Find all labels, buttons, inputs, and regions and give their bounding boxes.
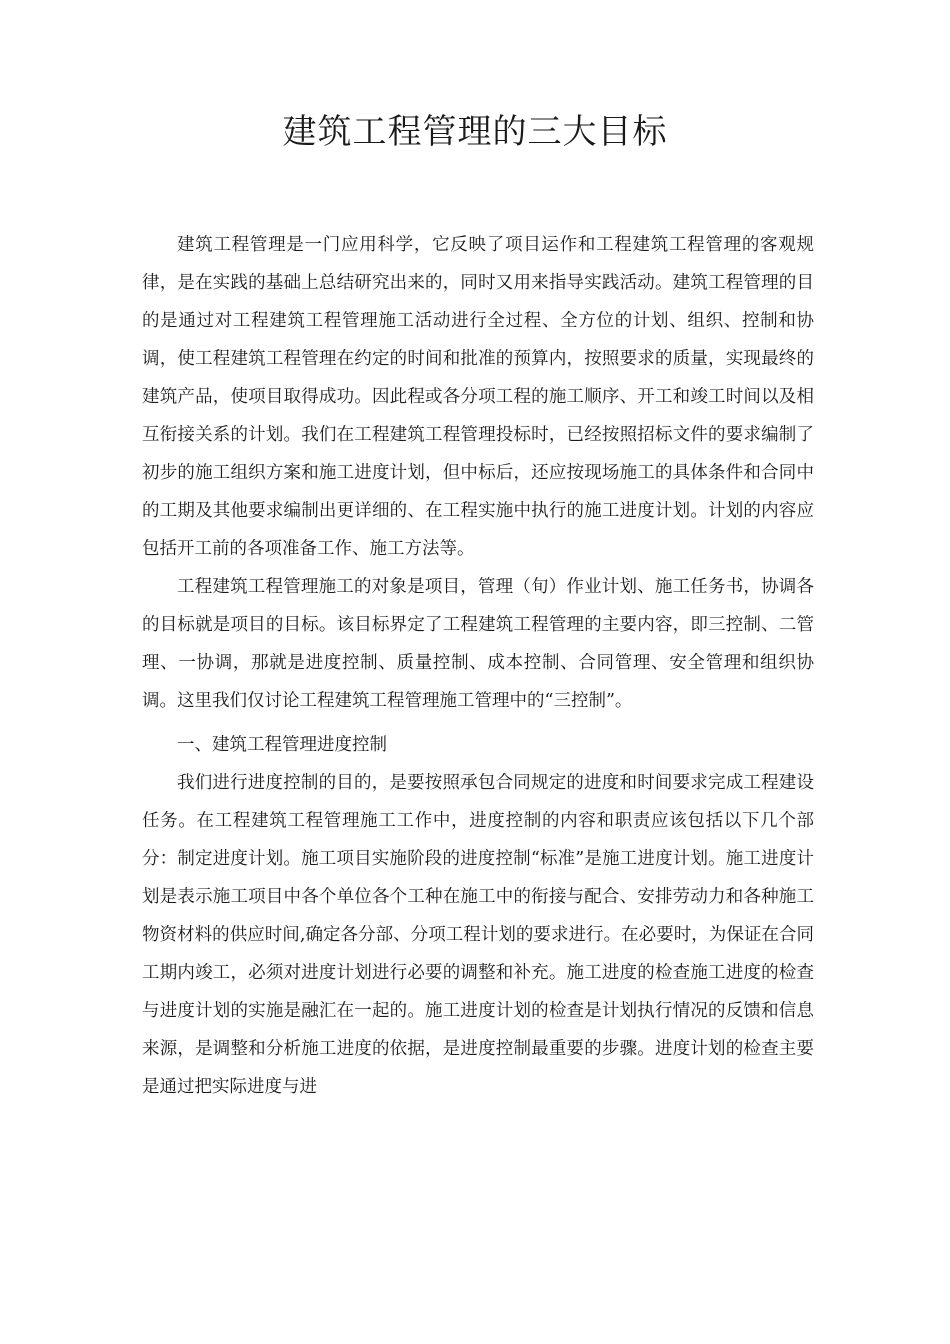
section-heading-schedule-control: 一、建筑工程管理进度控制 bbox=[177, 735, 387, 755]
paragraph-intro: 建筑工程管理是一门应用科学，它反映了项目运作和工程建筑工程管理的客观规律，是在实践的基础上总结研究出来的，同时又用来指导实践活动。建筑工程管理的目的是通过对工程建筑工程管理施工活动进行全过程、全方位的计划、组织、控制和协调，使工程建筑工程管理在约定的时间和批准的预算内，按照要求的质量，实现最终的建筑产品，使项目取得成功。因此程或各分项工程的施工顺序、开工和竣工时间以及相互衔接关系的计划。我们在工程建筑工程管理投标时，已经按照招标文件的要求编制了初步的施工组织方案和施工进度计划，但中标后，还应按现场施工的具体条件和合同中的工期及其他要求编制出更详细的、在工程实施中执行的施工进度计划。计划的内容应包括开工前的各项准备工作、施工方法等。 bbox=[142, 235, 814, 559]
document-body bbox=[142, 226, 814, 1106]
document-title: 建筑工程管理的三大目标 bbox=[282, 112, 668, 152]
paragraph-objectives: 工程建筑工程管理施工的对象是项目，管理（旬）作业计划、施工任务书，协调各的目标就是项目的目标。该目标界定了工程建筑工程管理的主要内容，即三控制、二管理、一协调，那就是进度控制、质量控制、成本控制、合同管理、安全管理和组织协调。这里我们仅讨论工程建筑工程管理施工管理中的“三控制”。 bbox=[142, 577, 814, 711]
paragraph-schedule-control: 我们进行进度控制的目的，是要按照承包合同规定的进度和时间要求完成工程建设任务。在工程建筑工程管理施工工作中，进度控制的内容和职责应该包括以下几个部分：制定进度计划。施工项目实施阶段的进度控制“标准”是施工进度计划。施工进度计划是表示施工项目中各个单位各个工种在施工中的衔接与配合、安排劳动力和各种施工物资材料的供应时间,确定各分部、分项工程计划的要求进行。在必要时，为保证在合同工期内竣工，必须对进度计划进行必要的调整和补充。施工进度的检查施工进度的检查与进度计划的实施是融汇在一起的。施工进度计划的检查是计划执行情况的反馈和信息来源，是调整和分析施工进度的依据，是进度控制最重要的步骤。进度计划的检查主要是通过把实际进度与进 bbox=[142, 773, 814, 1097]
